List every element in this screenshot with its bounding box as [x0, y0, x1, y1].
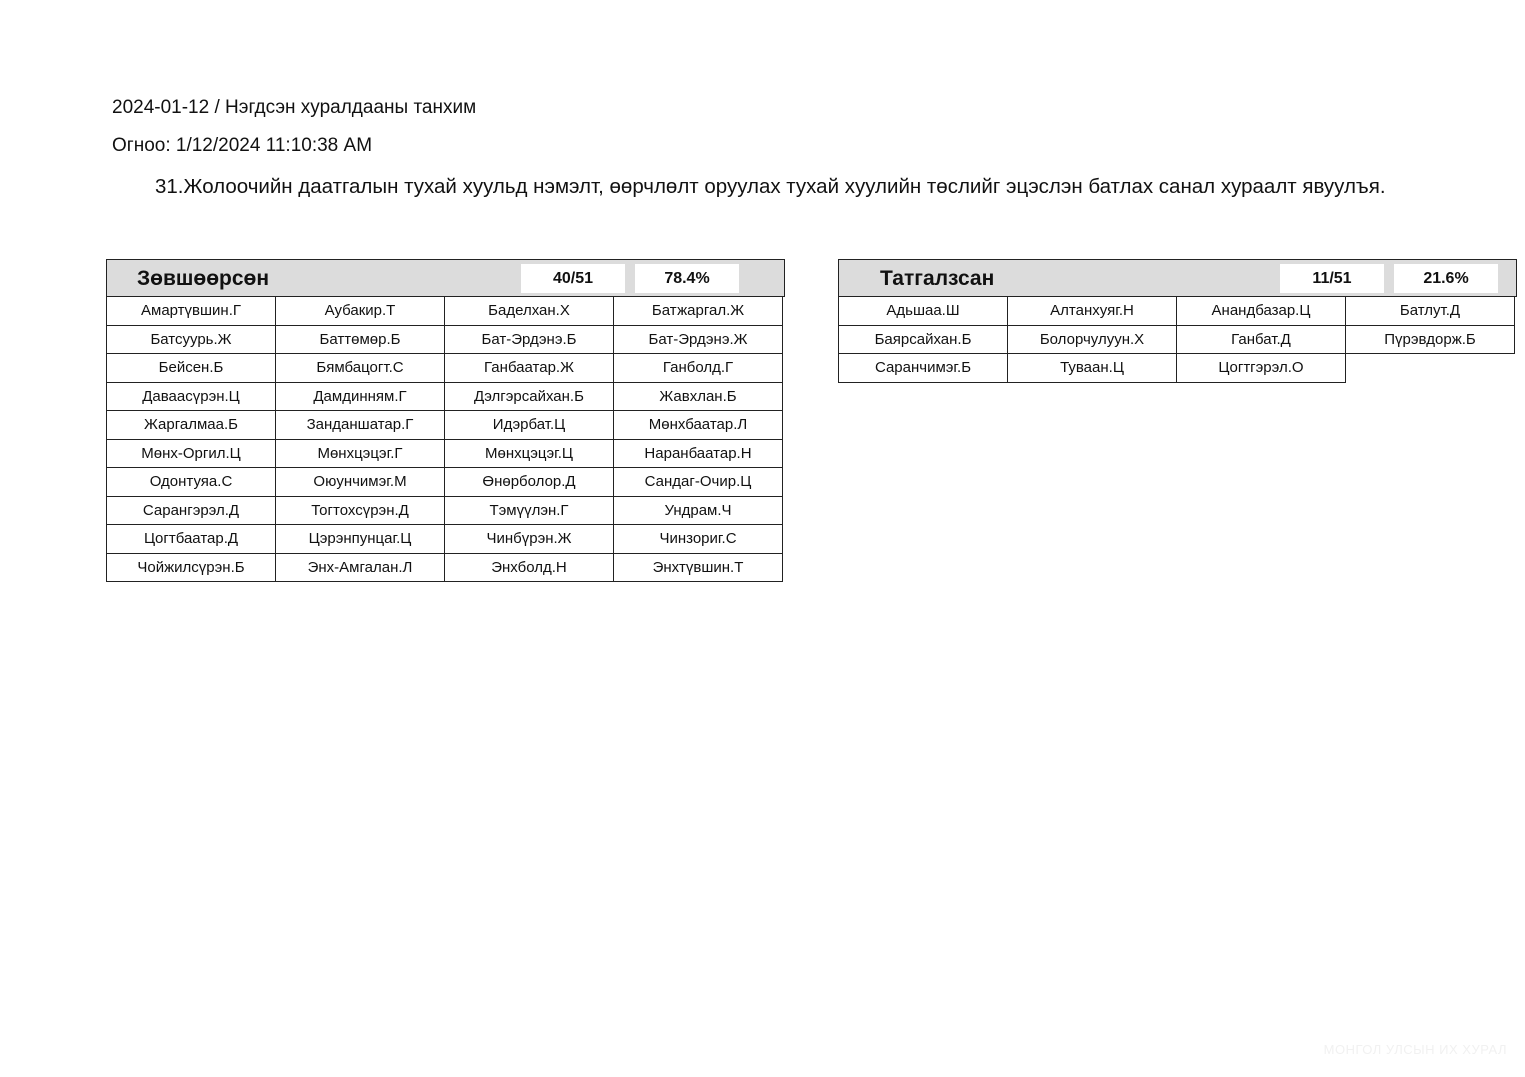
vote-question: 31.Жолоочийн даатгалын тухай хуульд нэмэлт, өөрчлөлт оруулах тухай хуулийн төслийг эцэслэн батлах санал хураалт явуулъя. [155, 175, 1386, 198]
table-row [107, 439, 783, 468]
approved-count: 40/51 [521, 264, 625, 293]
vote-timestamp: Огноо: 1/12/2024 11:10:38 AM [112, 135, 373, 156]
member-name-cell: Чинзориг.С [614, 525, 783, 554]
table-row [107, 325, 783, 354]
member-name-cell: Цогтгэрэл.О [1177, 354, 1346, 383]
member-name-cell: Идэрбат.Ц [445, 411, 614, 440]
member-name-cell: Батлут.Д [1346, 297, 1515, 326]
member-name-cell: Энх-Амгалан.Л [276, 553, 445, 582]
member-name-cell: Батжаргал.Ж [614, 297, 783, 326]
member-name-cell: Цэрэнпунцаг.Ц [276, 525, 445, 554]
table-row [107, 354, 783, 383]
table-row [839, 297, 1515, 326]
member-name-cell: Ганбаатар.Ж [445, 354, 614, 383]
member-name-cell: Мөнхбаатар.Л [614, 411, 783, 440]
member-name-cell: Бат-Эрдэнэ.Б [445, 325, 614, 354]
member-name-cell: Одонтуяа.С [107, 468, 276, 497]
member-name-cell: Ганболд.Г [614, 354, 783, 383]
member-name-cell: Батсуурь.Ж [107, 325, 276, 354]
session-date-line: 2024-01-12 / Нэгдсэн хуралдааны танхим [112, 97, 477, 118]
table-row [107, 553, 783, 582]
approved-header [106, 259, 785, 297]
approved-percent: 78.4% [635, 264, 739, 293]
member-name-cell: Пүрэвдорж.Б [1346, 325, 1515, 354]
table-row [107, 411, 783, 440]
member-name-cell: Дэлгэрсайхан.Б [445, 382, 614, 411]
table-row [107, 468, 783, 497]
member-name-cell: Сандаг-Очир.Ц [614, 468, 783, 497]
member-name-cell: Мөнх-Оргил.Ц [107, 439, 276, 468]
member-name-cell: Наранбаатар.Н [614, 439, 783, 468]
member-name-cell: Энхтүвшин.Т [614, 553, 783, 582]
member-name-cell: Цогтбаатар.Д [107, 525, 276, 554]
rejected-title: Татгалзсан [880, 267, 995, 290]
member-name-cell: Бейсен.Б [107, 354, 276, 383]
member-name-cell: Тогтохсүрэн.Д [276, 496, 445, 525]
member-name-cell: Жаргалмаа.Б [107, 411, 276, 440]
table-row [107, 525, 783, 554]
member-name-cell: Оюунчимэг.М [276, 468, 445, 497]
rejected-percent: 21.6% [1394, 264, 1498, 293]
member-name-cell: Аубакир.Т [276, 297, 445, 326]
member-name-cell: Адьшаа.Ш [839, 297, 1008, 326]
approved-names-table [106, 296, 783, 582]
table-row [107, 496, 783, 525]
table-row [839, 325, 1515, 354]
rejected-count: 11/51 [1280, 264, 1384, 293]
approved-title: Зөвшөөрсөн [137, 267, 270, 290]
table-row [107, 382, 783, 411]
member-name-cell: Сарангэрэл.Д [107, 496, 276, 525]
member-name-cell: Тэмүүлэн.Г [445, 496, 614, 525]
member-name-cell: Мөнхцэцэг.Г [276, 439, 445, 468]
member-name-cell: Туваан.Ц [1008, 354, 1177, 383]
member-name-cell: Өнөрболор.Д [445, 468, 614, 497]
member-name-cell: Дамдинням.Г [276, 382, 445, 411]
member-name-cell: Чинбүрэн.Ж [445, 525, 614, 554]
member-name-cell [1346, 354, 1515, 383]
member-name-cell: Жавхлан.Б [614, 382, 783, 411]
table-row [107, 297, 783, 326]
rejected-names-table [838, 296, 1515, 383]
member-name-cell: Баттөмөр.Б [276, 325, 445, 354]
member-name-cell: Амартүвшин.Г [107, 297, 276, 326]
rejected-header [838, 259, 1517, 297]
table-row [839, 354, 1515, 383]
member-name-cell: Ундрам.Ч [614, 496, 783, 525]
member-name-cell: Баярсайхан.Б [839, 325, 1008, 354]
member-name-cell: Баделхан.Х [445, 297, 614, 326]
member-name-cell: Болорчулуун.Х [1008, 325, 1177, 354]
member-name-cell: Анандбазар.Ц [1177, 297, 1346, 326]
member-name-cell: Ганбат.Д [1177, 325, 1346, 354]
member-name-cell: Мөнхцэцэг.Ц [445, 439, 614, 468]
watermark: МОНГОЛ УЛСЫН ИХ ХУРАЛ [1323, 1042, 1507, 1057]
member-name-cell: Даваасүрэн.Ц [107, 382, 276, 411]
member-name-cell: Бат-Эрдэнэ.Ж [614, 325, 783, 354]
member-name-cell: Бямбацогт.С [276, 354, 445, 383]
member-name-cell: Энхболд.Н [445, 553, 614, 582]
member-name-cell: Саранчимэг.Б [839, 354, 1008, 383]
member-name-cell: Занданшатар.Г [276, 411, 445, 440]
approved-block [106, 259, 785, 582]
member-name-cell: Алтанхуяг.Н [1008, 297, 1177, 326]
member-name-cell: Чойжилсүрэн.Б [107, 553, 276, 582]
rejected-block [838, 259, 1517, 383]
